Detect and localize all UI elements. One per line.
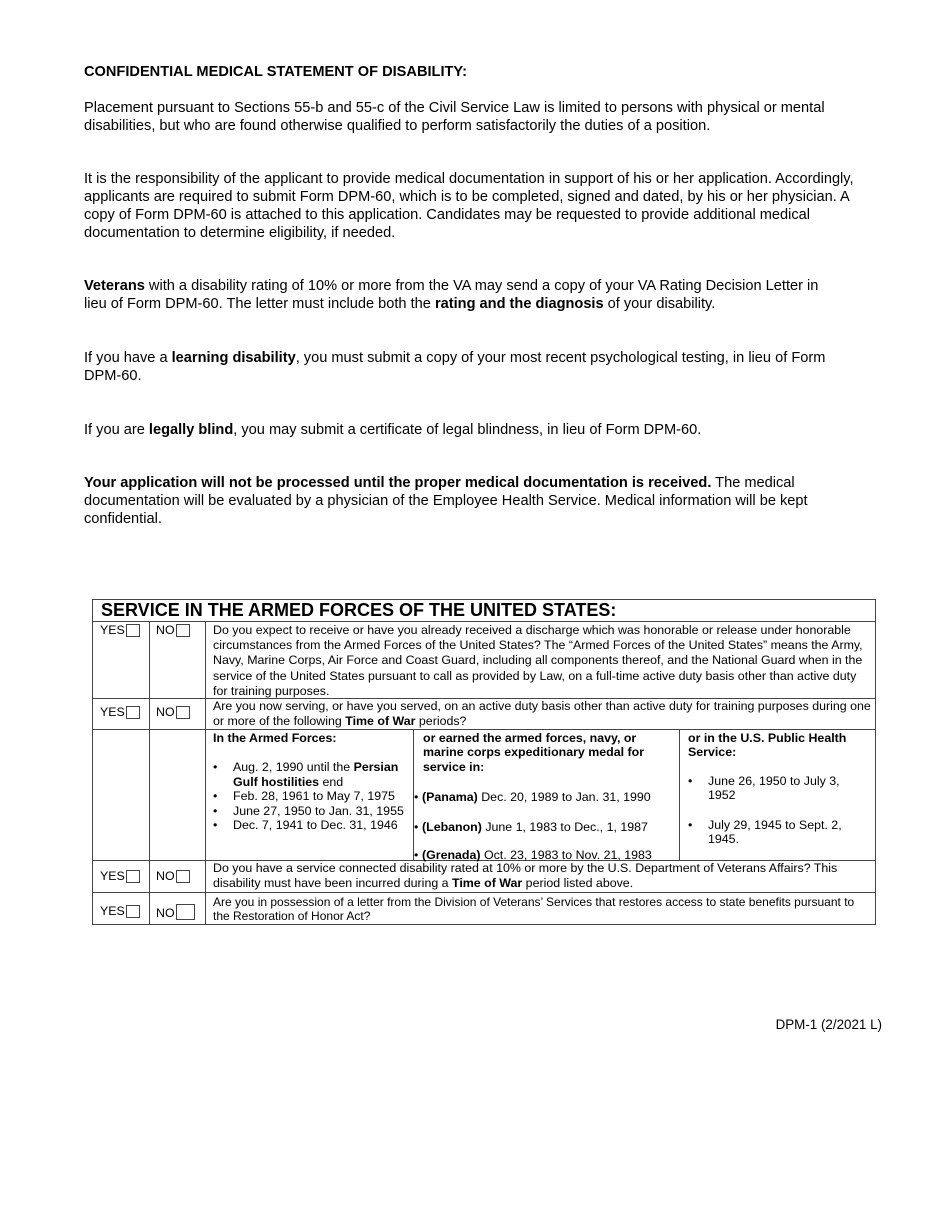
period-item: • June 27, 1950 to Jan. 31, 1955 (213, 804, 405, 818)
no-option-q3[interactable] (156, 869, 190, 883)
question-row-restoration-of-honor (93, 893, 875, 924)
no-option-q4[interactable] (156, 904, 195, 920)
medal-item: • (Lebanon) June 1, 1983 to Dec., 1, 1987 (414, 820, 648, 834)
question-time-of-war (205, 699, 875, 729)
no-label: NO (156, 869, 175, 883)
period-item: • Dec. 7, 1941 to Dec. 31, 1946 (213, 818, 405, 832)
period-item: • Feb. 28, 1961 to May 7, 1975 (213, 789, 405, 803)
q2-text-1: Are you now serving, or have you served, on an active duty basis other than active duty for training purposes during one or more of the following (213, 699, 871, 729)
question-service-disability: Do you have a service connected disability rated at 10% or more by the U.S. Department of Veterans Affairs? This disability must have been incurred during a Time of War period listed above. (213, 861, 838, 891)
yes-label: YES (100, 904, 125, 918)
col1-heading: In the Armed Forces: (213, 731, 337, 745)
question-row-service-disability (93, 861, 875, 893)
processing-text: The medical documentation will be evaluated by a physician of the Employee Health Service. Medical information will be kept confidential. (84, 475, 808, 527)
armed-forces-table (92, 599, 876, 925)
no-option-q2[interactable] (156, 705, 190, 719)
veterans-text-2: of your disability. (603, 296, 716, 312)
yes-option-q2[interactable] (100, 705, 140, 719)
processing-paragraph (84, 474, 869, 528)
learning-bold: learning disability (171, 350, 296, 366)
period-item: • Aug. 2, 1990 until the Persian Gulf hostilities end (213, 760, 405, 789)
no-checkbox-q4[interactable] (176, 904, 195, 920)
question-row-discharge (93, 622, 875, 699)
learning-text-2: , you must submit a copy of your most recent psychological testing, in lieu of Form DPM-60. (84, 350, 826, 384)
yes-checkbox-q2[interactable] (126, 706, 140, 719)
learning-disability-paragraph (84, 349, 849, 385)
no-checkbox-q3[interactable] (176, 870, 190, 883)
yes-checkbox-q1[interactable] (126, 624, 140, 637)
yes-label: YES (100, 869, 125, 883)
veterans-paragraph (84, 277, 844, 313)
no-checkbox-q2[interactable] (176, 706, 190, 719)
veterans-bold: Veterans (84, 278, 145, 294)
processing-bold: Your application will not be processed until the proper medical documentation is received. (84, 475, 712, 491)
war-periods-row (93, 730, 875, 861)
blind-bold: legally blind (148, 422, 234, 438)
col2-heading: or earned the armed forces, navy, or marine corps expeditionary medal for service in: (423, 731, 645, 774)
veterans-text-1: with a disability rating of 10% or more from the VA may send a copy of your VA Rating Decision Letter in lieu of Form DPM-60. The letter must include both the (84, 278, 819, 312)
q2-text-2: periods? (415, 714, 467, 729)
veterans-bold-2: rating and the diagnosis (434, 296, 604, 312)
armed-forces-title: SERVICE IN THE ARMED FORCES OF THE UNITED STATES: (93, 600, 875, 622)
col3-heading: or in the U.S. Public Health Service: (688, 731, 847, 760)
no-checkbox-q1[interactable] (176, 624, 190, 637)
expeditionary-medal-periods (414, 731, 672, 860)
medal-item: • (Panama) Dec. 20, 1989 to Jan. 31, 1990 (414, 790, 651, 804)
no-label: NO (156, 705, 175, 719)
yes-checkbox-q4[interactable] (126, 905, 140, 918)
learning-text-1: If you have a (84, 350, 172, 366)
medal-item: • (Grenada) Oct. 23, 1983 to Nov. 21, 1983 (414, 848, 652, 862)
responsibility-paragraph: It is the responsibility of the applicant to provide medical documentation in support of his or her application. Accordingly, applicants are required to submit Form DPM-60, which is to be completed, signed and dated, by his or her physician. A copy of Form DPM-60 is attached to this application. Candidates may be requested to provide additional medical documentation to determine eligibility, if needed. (84, 171, 854, 241)
page-heading: CONFIDENTIAL MEDICAL STATEMENT OF DISABILITY: (84, 64, 467, 80)
q2-bold: Time of War (345, 714, 416, 729)
yes-option-q1[interactable] (100, 623, 140, 637)
form-code: DPM-1 (2/2021 L) (775, 1017, 882, 1032)
yes-option-q3[interactable] (100, 869, 140, 883)
no-label: NO (156, 906, 175, 920)
yes-label: YES (100, 705, 125, 719)
armed-forces-periods (213, 731, 405, 860)
yes-option-q4[interactable] (100, 904, 140, 918)
public-health-periods (688, 731, 868, 860)
no-label: NO (156, 623, 175, 637)
no-option-q1[interactable] (156, 623, 190, 637)
period-item: • July 29, 1945 to Sept. 2, 1945. (688, 818, 868, 847)
yes-checkbox-q3[interactable] (126, 870, 140, 883)
yes-label: YES (100, 623, 125, 637)
blind-text-2: , you may submit a certificate of legal blindness, in lieu of Form DPM-60. (233, 422, 702, 438)
period-item: • June 26, 1950 to July 3, 1952 (688, 774, 868, 803)
question-row-time-of-war (93, 699, 875, 730)
legally-blind-paragraph (84, 421, 874, 439)
question-restoration-of-honor: Are you in possession of a letter from the Division of Veterans’ Services that restores access to state benefits pursuant to the Restoration of Honor Act? (213, 895, 855, 923)
blind-text-1: If you are (84, 422, 149, 438)
question-discharge: Do you expect to receive or have you already received a discharge which was honorable or release under honorable circumstances from the Armed Forces of the United States? The “Armed Forces of the United States” means the Army, Navy, Marine Corps, Air Force and Coast Guard, including all components thereof, and the National Guard when in the service of the United States pursuant to call as provided by Law, on a full-time active duty basis other than active duty for training purposes. (213, 623, 863, 698)
placement-paragraph: Placement pursuant to Sections 55-b and 55-c of the Civil Service Law is limited to persons with physical or mental disabilities, but who are found otherwise qualified to perform satisfactorily the duties of a position. (84, 100, 825, 134)
